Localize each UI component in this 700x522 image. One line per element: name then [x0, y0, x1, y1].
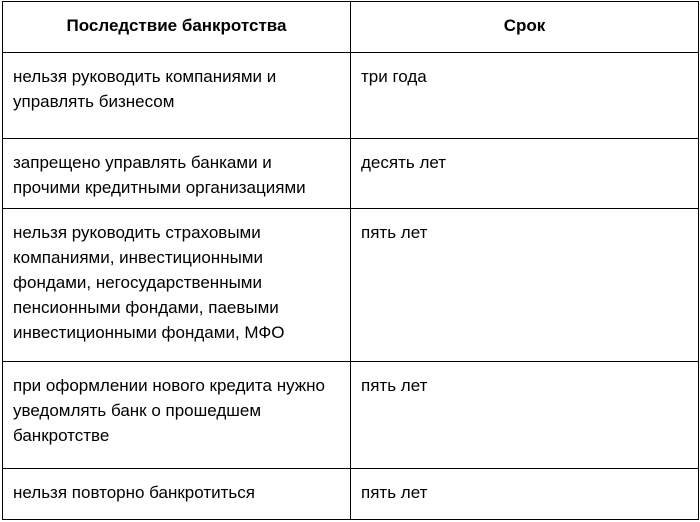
header-consequence: Последствие банкротства — [3, 2, 351, 53]
consequence-cell: нельзя руководить компаниями и управлять бизнесом — [3, 53, 351, 139]
term-cell: пять лет — [351, 362, 699, 469]
consequence-cell: запрещено управлять банками и прочими кредитными организациями — [3, 139, 351, 209]
table-row — [3, 139, 699, 209]
term-cell: пять лет — [351, 209, 699, 362]
table-row — [3, 53, 699, 139]
term-cell: три года — [351, 53, 699, 139]
header-term: Срок — [351, 2, 699, 53]
table-row — [3, 362, 699, 469]
term-cell: десять лет — [351, 139, 699, 209]
table-row — [3, 209, 699, 362]
consequence-cell: нельзя руководить страховыми компаниями, инвестиционными фондами, негосударственными пенсионными фондами, паевыми инвестиционными фондами, МФО — [3, 209, 351, 362]
table-row — [3, 469, 699, 520]
bankruptcy-consequences-table — [2, 1, 699, 520]
consequence-cell: нельзя повторно банкротиться — [3, 469, 351, 520]
table-header-row — [3, 2, 699, 53]
consequence-cell: при оформлении нового кредита нужно уведомлять банк о прошедшем банкротстве — [3, 362, 351, 469]
term-cell: пять лет — [351, 469, 699, 520]
